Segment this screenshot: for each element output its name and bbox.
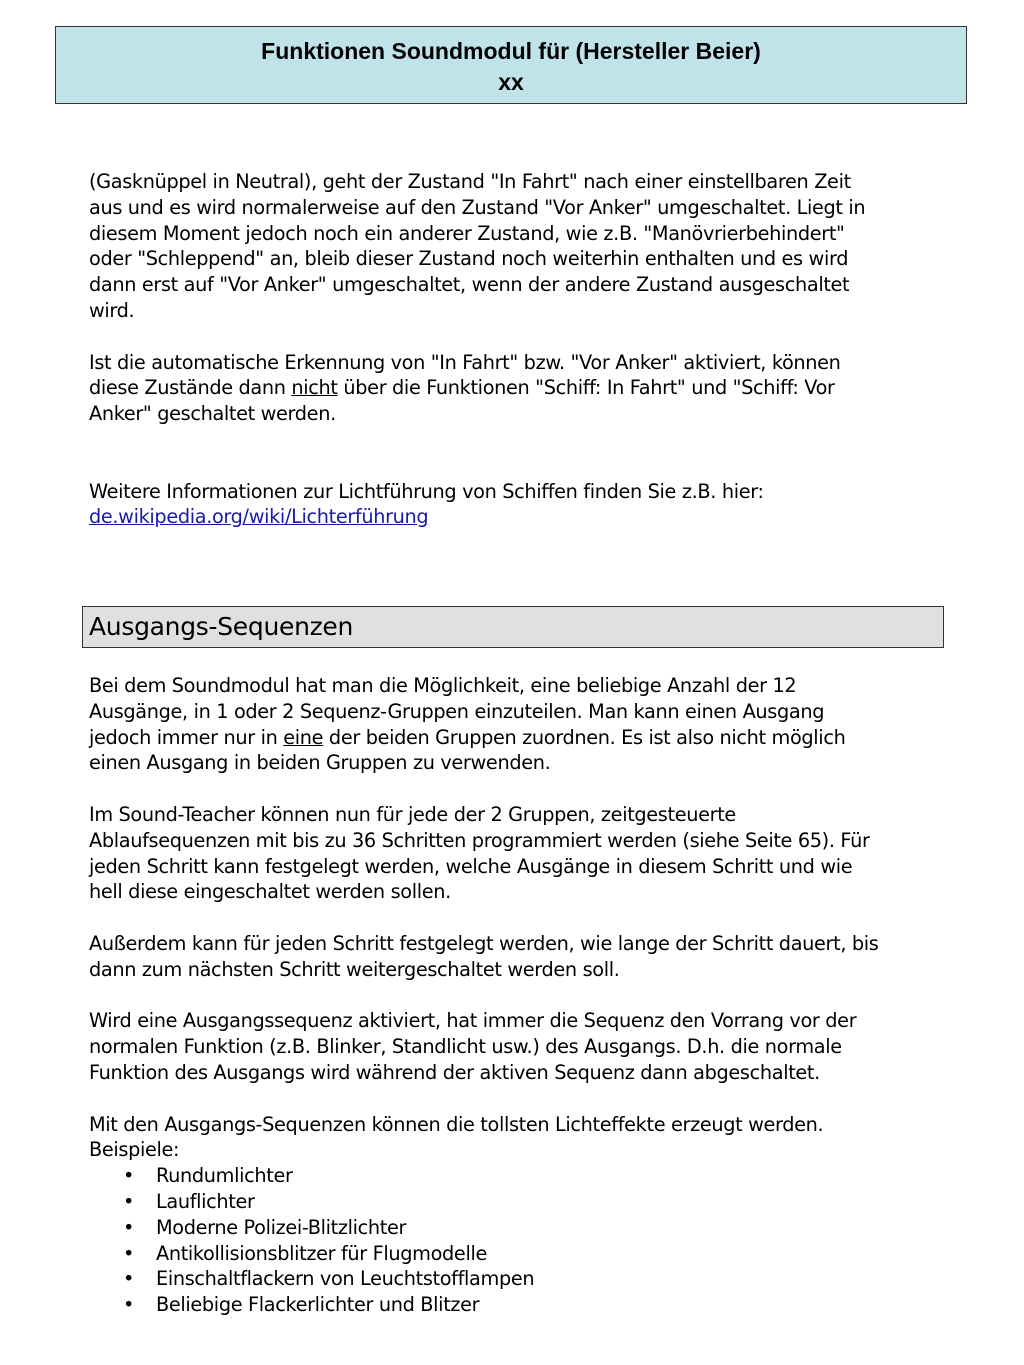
text-line: Ablaufsequenzen mit bis zu 36 Schritten programmiert werden (siehe Seite 65). Für	[89, 828, 870, 852]
text-line: aus und es wird normalerweise auf den Zustand "Vor Anker" umgeschaltet. Liegt in	[89, 195, 866, 219]
text-line: Wird eine Ausgangssequenz aktiviert, hat immer die Sequenz den Vorrang vor der	[89, 1009, 857, 1033]
list-item	[89, 1215, 939, 1241]
section-paragraph-4	[89, 1008, 939, 1085]
list-item	[89, 1292, 939, 1318]
text-segment: der beiden Gruppen zuordnen. Es ist also nicht möglich	[323, 725, 846, 749]
section-paragraph-2	[89, 802, 939, 905]
bullet-icon: •	[123, 1241, 135, 1265]
wikipedia-link[interactable]: de.wikipedia.org/wiki/Lichterführung	[89, 505, 429, 529]
list-item-label: Moderne Polizei-Blitzlichter	[156, 1215, 407, 1239]
list-item-label: Antikollisionsblitzer für Flugmodelle	[156, 1241, 487, 1265]
text-line: jeden Schritt kann festgelegt werden, welche Ausgänge in diesem Schritt und wie	[89, 854, 853, 878]
list-item	[89, 1163, 939, 1189]
bullet-icon: •	[123, 1267, 135, 1291]
underlined-word: eine	[283, 725, 324, 749]
text-line: Funktion des Ausgangs wird während der aktiven Sequenz dann abgeschaltet.	[89, 1060, 820, 1084]
list-item	[89, 1241, 939, 1267]
text-line: Mit den Ausgangs-Sequenzen können die tollsten Lichteffekte erzeugt werden.	[89, 1112, 824, 1136]
section-paragraph-3	[89, 931, 939, 983]
text-line	[89, 504, 939, 530]
text-line: Beispiele:	[89, 1138, 180, 1162]
section-text	[89, 673, 939, 1318]
list-item-label: Rundumlichter	[156, 1164, 293, 1188]
page-title	[55, 26, 967, 104]
text-line	[89, 375, 939, 401]
text-line: Bei dem Soundmodul hat man die Möglichkeit, eine beliebige Anzahl der 12	[89, 674, 797, 697]
list-item-label: Einschaltflackern von Leuchtstofflampen	[156, 1267, 535, 1291]
text-line: einen Ausgang in beiden Gruppen zu verwenden.	[89, 751, 551, 775]
bullet-icon: •	[123, 1215, 135, 1239]
text-line: Anker" geschaltet werden.	[89, 402, 336, 426]
list-item	[89, 1266, 939, 1292]
bullet-icon: •	[123, 1164, 135, 1188]
text-line: normalen Funktion (z.B. Blinker, Standlicht usw.) des Ausgangs. D.h. die normale	[89, 1035, 842, 1059]
text-line: oder "Schleppend" an, bleib dieser Zustand noch weiterhin enthalten und es wird	[89, 247, 849, 271]
text-line: (Gasknüppel in Neutral), geht der Zustand "In Fahrt" nach einer einstellbaren Zeit	[89, 170, 851, 193]
section-paragraph-1	[89, 673, 939, 776]
text-line: Weitere Informationen zur Lichtführung von Schiffen finden Sie z.B. hier:	[89, 479, 764, 503]
text-line: Im Sound-Teacher können nun für jede der 2 Gruppen, zeitgesteuerte	[89, 802, 736, 826]
bullet-icon: •	[123, 1293, 135, 1317]
underlined-word: nicht	[291, 376, 338, 400]
text-line: Außerdem kann für jeden Schritt festgelegt werden, wie lange der Schritt dauert, bis	[89, 931, 879, 955]
list-item-label: Beliebige Flackerlichter und Blitzer	[156, 1293, 480, 1317]
text-line: Ausgänge, in 1 oder 2 Sequenz-Gruppen einzuteilen. Man kann einen Ausgang	[89, 699, 825, 723]
text-line: dann erst auf "Vor Anker" umgeschaltet, wenn der andere Zustand ausgeschaltet	[89, 273, 850, 297]
list-item	[89, 1189, 939, 1215]
text-segment: jedoch immer nur in	[89, 725, 284, 749]
text-line: diesem Moment jedoch noch ein anderer Zustand, wie z.B. "Manövrierbehindert"	[89, 221, 845, 245]
text-line	[89, 725, 939, 751]
intro-paragraph-3	[89, 479, 939, 531]
text-segment: über die Funktionen "Schiff: In Fahrt" und "Schiff: Vor	[337, 376, 835, 400]
intro-text	[89, 169, 939, 530]
intro-paragraph-2	[89, 350, 939, 427]
intro-paragraph-1	[89, 169, 939, 324]
text-segment: diese Zustände dann	[89, 376, 292, 400]
list-item-label: Lauflichter	[156, 1189, 255, 1213]
page-title-line-2: xx	[498, 69, 524, 95]
section-heading: Ausgangs-Sequenzen	[82, 606, 944, 648]
text-line: Ist die automatische Erkennung von "In Fahrt" bzw. "Vor Anker" aktiviert, können	[89, 350, 841, 374]
section-paragraph-5	[89, 1112, 939, 1164]
page-title-line-1: Funktionen Soundmodul für (Hersteller Beier)	[261, 38, 761, 64]
text-line: wird.	[89, 298, 135, 322]
bullet-icon: •	[123, 1189, 135, 1213]
text-line: dann zum nächsten Schritt weitergeschaltet werden soll.	[89, 957, 620, 981]
text-line: hell diese eingeschaltet werden sollen.	[89, 880, 451, 904]
examples-list	[89, 1163, 939, 1318]
